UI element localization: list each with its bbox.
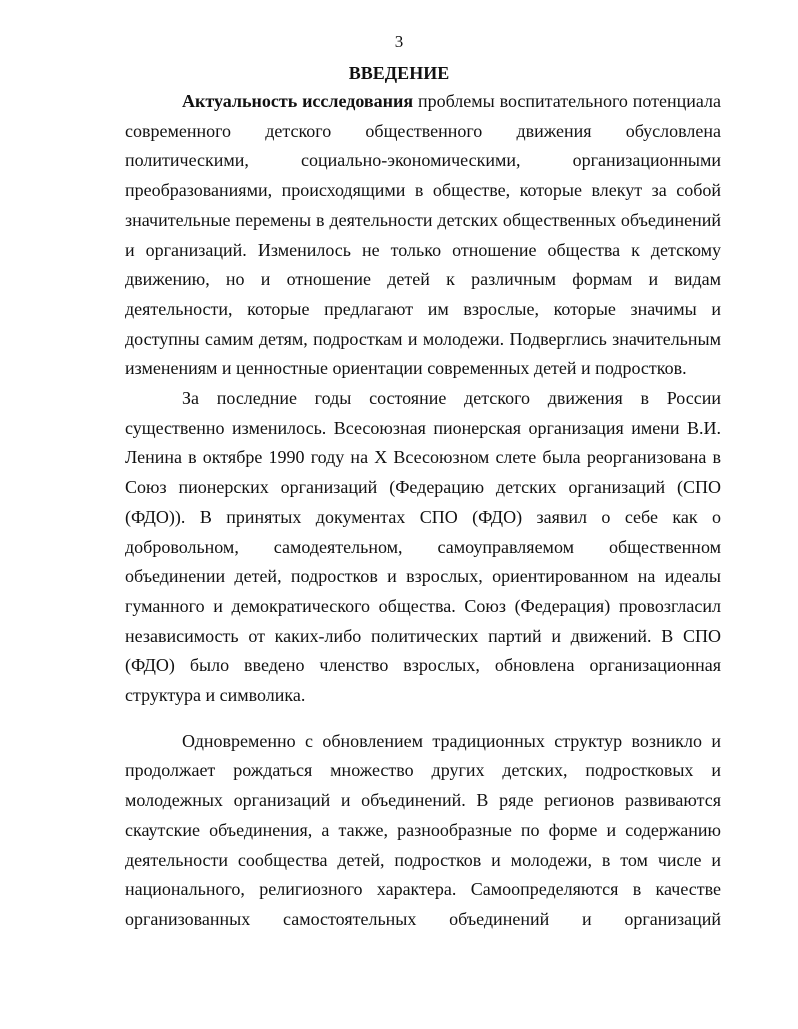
relevance-lead: Актуальность исследования	[182, 91, 414, 111]
paragraph-relevance	[125, 87, 721, 384]
section-title: ВВЕДЕНИЕ	[348, 63, 450, 83]
paragraph-new-organizations: Одновременно с обновлением традиционных структур возникло и продолжает рождаться множество других детских, подростковых и молодежных организаций и объединений. В ряде регионов развиваются скаутские объединения, а также, разнообразные по форме и содержанию деятельности сообщества детей, подростков и молодежи, в том числе и национального, религиозного характера. Самоопределяются в качестве организованных самостоятельных объединений и организаций	[125, 730, 721, 929]
paragraph-movement-changes: За последние годы состояние детского движения в России существенно изменилось. Всесоюзная пионерская организация имени В.И. Ленина в октябре 1990 году на X Всесоюзном слете была реорганизована в Союз пионерских организаций (Федерацию детских организаций (СПО (ФДО)). В принятых документах СПО (ФДО) заявил о себе как о добровольном, самодеятельном, самоуправляемом общественном объединении детей, подростков и взрослых, ориентированном на идеалы гуманного и демократического общества. Союз (Федерация) провозгласил независимость от каких-либо политических партий и движений. В СПО (ФДО) было введено членство взрослых, обновлена организационная структура и символика.	[125, 388, 721, 706]
page-number: 3	[394, 32, 404, 51]
body-text	[125, 87, 721, 935]
relevance-text: проблемы воспитательного потенциала современного детского общественного движения обусловлена политическими, социально-экономическими, организационными преобразованиями, происходящими в обществе, которые влекут за собой значительные перемены в деятельности детских общественных объединений и организаций. Изменилось не только отношение общества к детскому движению, но и отношение детей к различным формам и видам деятельности, которые предлагают им взрослые, которые значимы и доступны самим детям, подросткам и молодежи. Подверглись значительным изменениям и ценностные ориентации современных детей и подростков.	[125, 91, 721, 379]
